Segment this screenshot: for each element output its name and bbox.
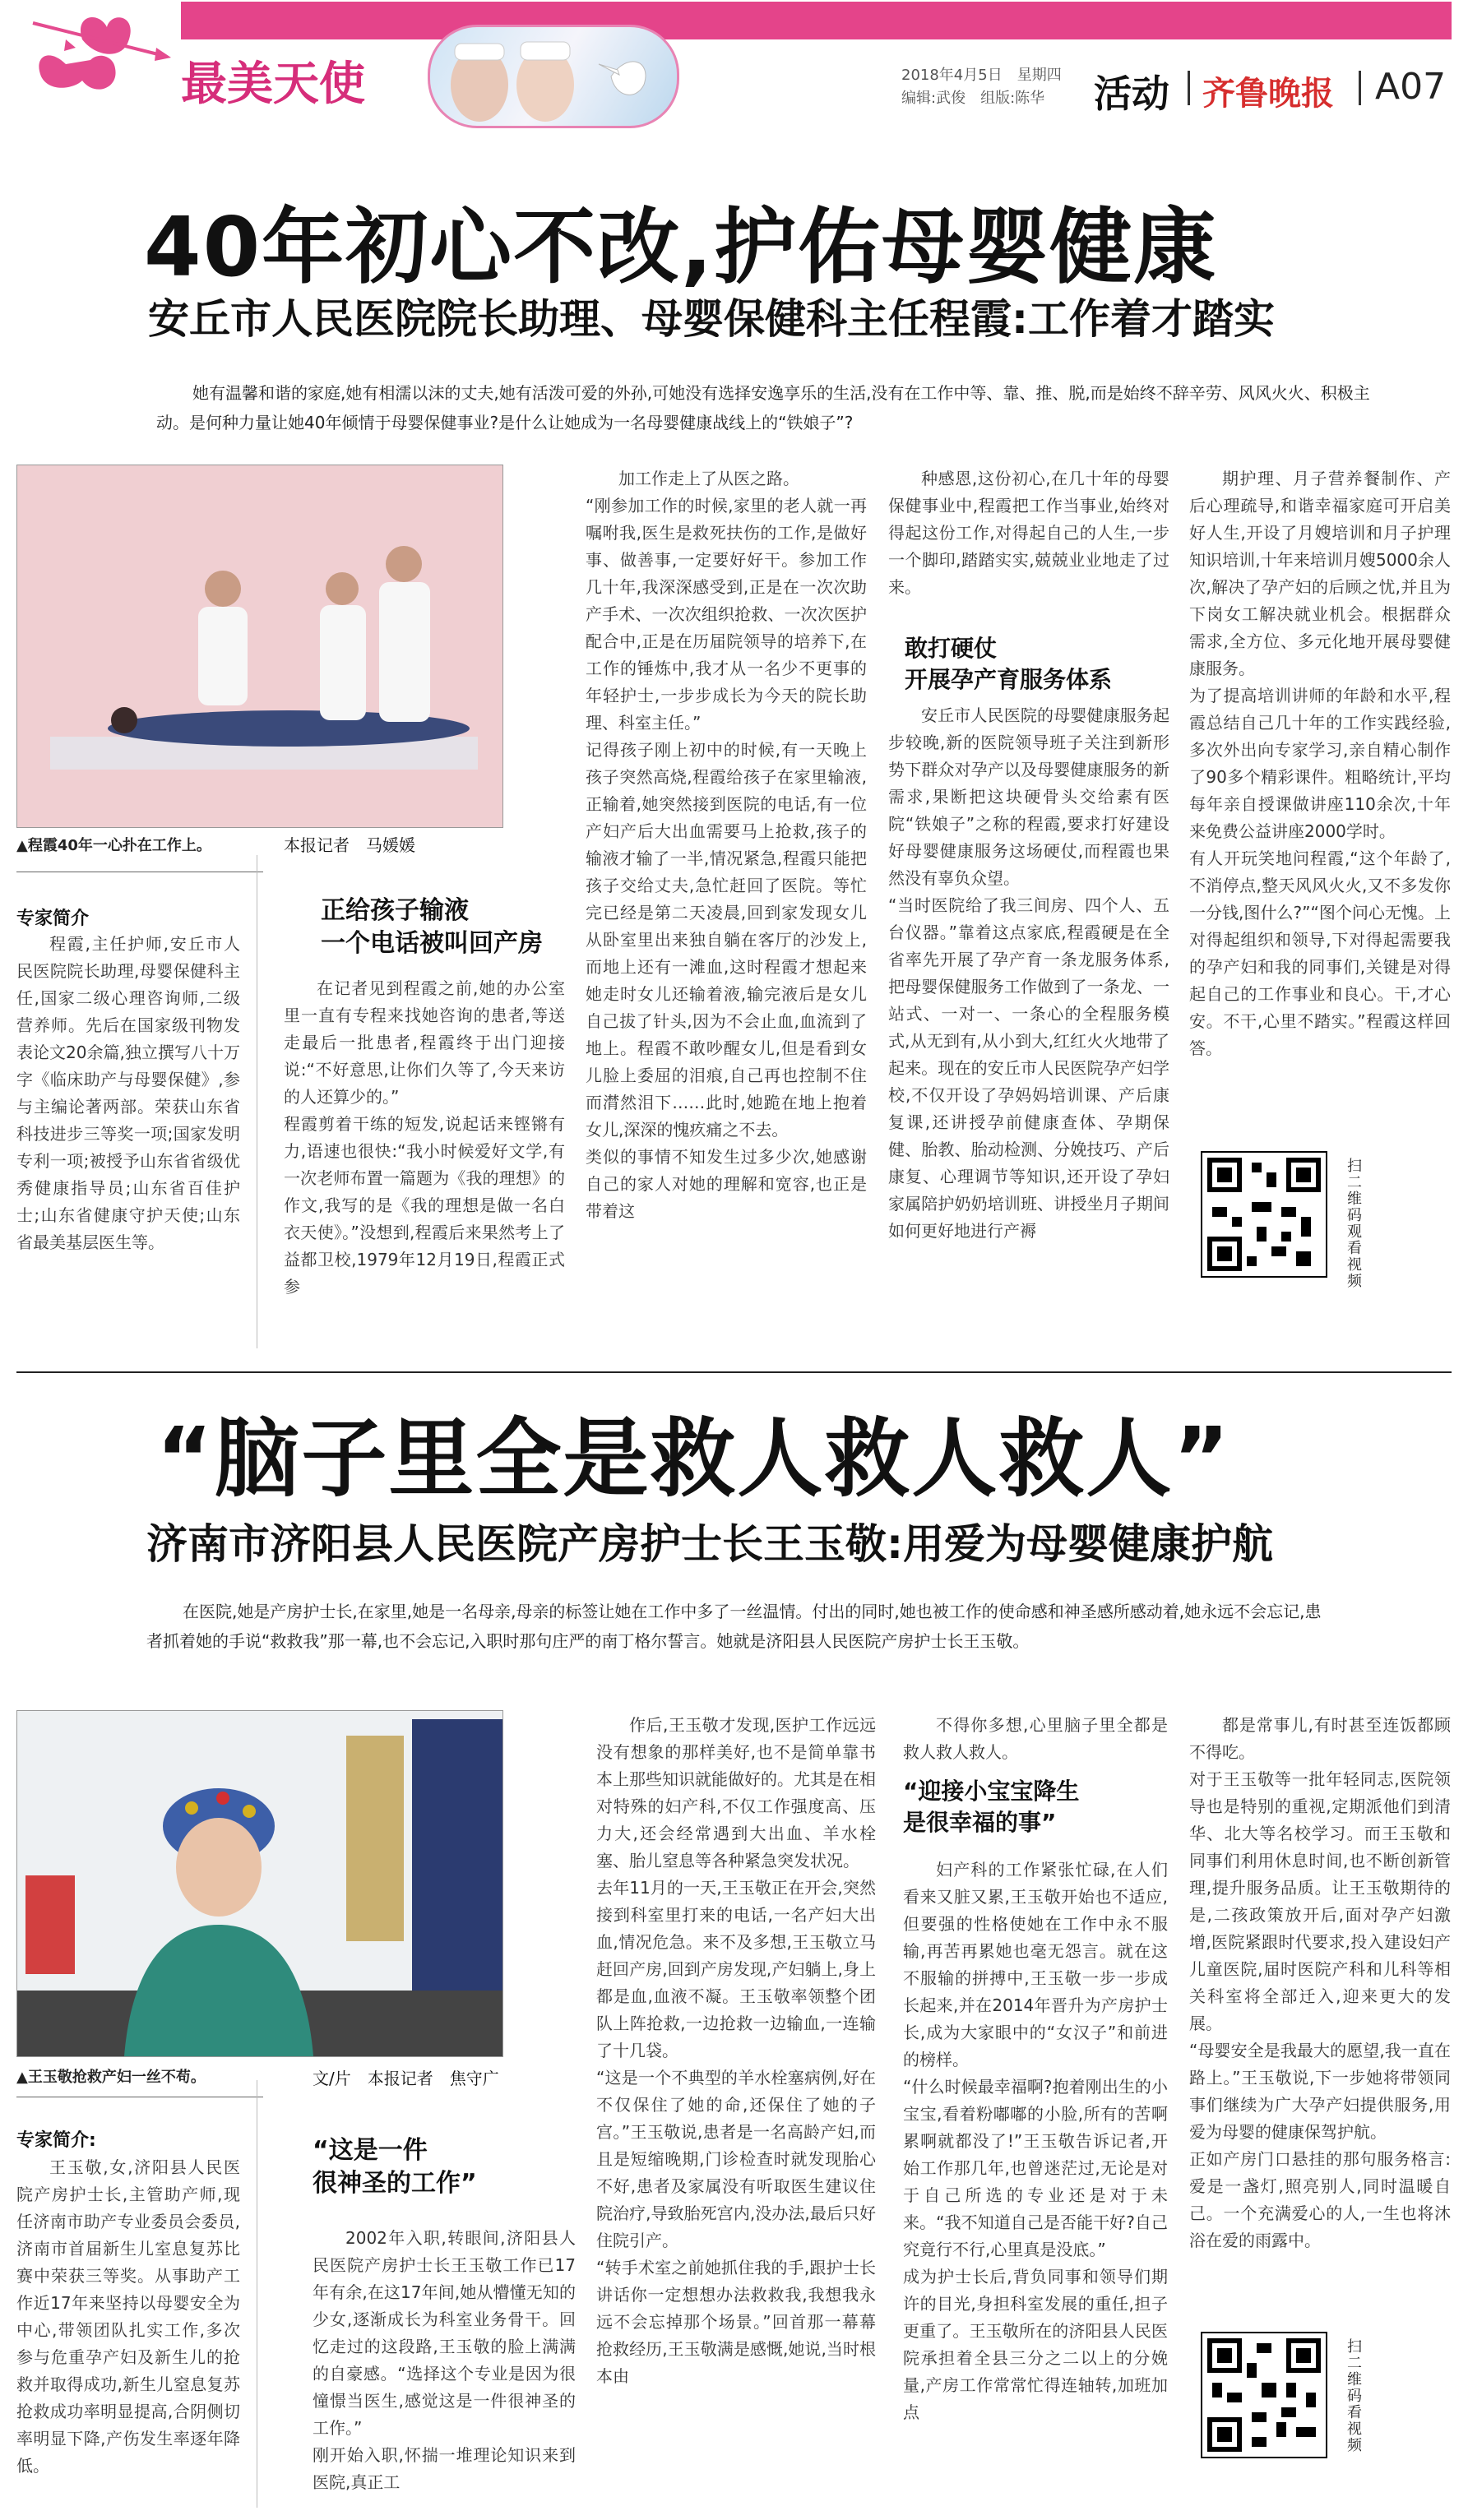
article2-title: “脑子里全是救人救人救人” — [156, 1408, 1231, 1509]
article2-col4-top: 不得你多想,心里脑子里全都是救人救人救人。 — [903, 1715, 1168, 1762]
nurses-illustration-icon — [430, 27, 677, 126]
article1-subhead-1: 正给孩子输液 一个电话被叫回产房 — [321, 896, 543, 958]
article2-qr-label: 扫二维码看视频 — [1345, 2338, 1362, 2453]
cupid-logo-icon — [16, 7, 173, 105]
article1-byline: 本报记者 马媛媛 — [284, 835, 415, 855]
article1-photo-caption: ▲程霞40年一心扑在工作上。 — [16, 837, 211, 854]
article2-photo-caption: ▲王玉敬抢救产妇一丝不苟。 — [16, 2069, 206, 2086]
article2-subtitle: 济南市济阳县人民医院产房护士长王玉敬:用爱为母婴健康护航 — [146, 1520, 1273, 1568]
section-divider — [16, 1371, 1452, 1373]
article2-subhead-2: “迎接小宝宝降生 是很幸福的事” — [903, 1778, 1080, 1836]
article2-col4: 妇产科的工作紧张忙碌,在人们看来又脏又累,王玉敬开始也不适应,但要强的性格使她在工作中永不服输,再苦再累她也毫无怨言。就在这不服输的拼搏中,王玉敬一步一步成长起来,并在2014年晋升为产房护士长,成为大家眼中的“女汉子”和前进的榜样。 “什么时候最幸福啊?抱着刚出生的小宝宝,看着粉嘟嘟的小脸,所有的苦啊累啊就都没了!”王玉敬告诉记者,开始工作那几年,也曾迷茫过,无论是对于自己所选的专业还是对于未来。“我不知道自己是否能干好?自己究竟行不行,心里真是没底。” 成为护士长后,背负同事和领导们期许的目光,身担科室发展的重任,担子更重了。王玉敬所在的济阳县人民医院承担着全县三分之二以上的分娩量,产房工作常常忙得连轴转,加班加点 — [903, 1860, 1168, 2422]
header-pink-bar — [181, 2, 1452, 39]
newspaper-name: 齐鲁晚报 — [1202, 74, 1334, 113]
article1-col3: 加工作走上了从医之路。 “刚参加工作的时候,家里的老人就一再嘱咐我,医生是救死扶伤的工作,是做好事、做善事,一定要好好干。参加工作几十年,我深深感受到,正是在一次次助产手术、一次次组织抢救、一次次医护配合中,正是在历届院领导的培养下,在工作的锤炼中,我才从一名少不更事的年轻护士,一步步成长为今天的院长助理、科室主任。” 记得孩子刚上初中的时候,有一天晚上孩子突然高烧,程霞给孩子在家里输液,正输着,她突然接到医院的电话,有一位产妇产后大出血需要马上抢救,孩子的输液才输了一半,情况紧急,程霞只能把孩子交给丈夫,急忙赶回了医院。等忙完已经是第二天凌晨,回到家发现女儿从卧室里出来独自躺在客厅的沙发上,而地上还有一滩血,这时程霞才想起来她走时女儿还输着液,输完液后是女儿自己拔了针头,因为不会止血,血流到了地上。程霞不敢吵醒女儿,但是看到女儿脸上委屈的泪痕,自己再也控制不住而潸然泪下……此时,她跪在地上抱着女儿,深深的愧疚痛之不去。 类似的事情不知发生过多少次,她感谢自己的家人对她的理解和宽容,也正是带着这 — [586, 469, 867, 1221]
qr-code-icon[interactable] — [1201, 1151, 1327, 1278]
article1-col4-top: 种感恩,这份初心,在几十年的母婴保健事业中,程霞把工作当事业,始终对得起这份工作,对得起自己的人生,一步一个脚印,踏踏实实,兢兢业业地走了过来。 — [888, 469, 1169, 597]
article2-byline: 文/片 本报记者 焦守广 — [313, 2069, 499, 2088]
article2-bio: 王玉敬,女,济阳县人民医院产房护士长,主管助产师,现任济南市助产专业委员会委员,济南市首届新生儿室息复苏比赛中荣获三等奖。从事助产工作近17年来坚持以母婴安全为中心,带领团队扎实工作,多次参与危重孕产妇及新生儿的抢救并取得成功,新生儿窒息复苏抢救成功率明显提高,合阴侧切率明显下降,产伤发生率逐年降低。 — [16, 2157, 240, 2476]
article1-bio: 程霞,主任护师,安丘市人民医院院长助理,母婴保健科主任,国家二级心理咨询师,二级营养师。先后在国家级刊物发表论文20余篇,独立撰写八十万字《临床助产与母婴保健》,参与主编论著两部。荣获山东省科技进步三等奖一项;国家发明专利一项;被授予山东省省级优秀健康指导员;山东省百佳护士;山东省健康守护天使;山东省最美基层医生等。 — [16, 934, 240, 1252]
brand-title: 最美天使 — [181, 57, 365, 111]
article2-photo — [16, 1710, 503, 2057]
article2-col2: 2002年入职,转眼间,济阳县人民医院产房护士长王玉敬工作已17年有余,在这17年间,她从懵懂无知的少女,逐渐成长为科室业务骨干。回忆走过的这段路,王玉敬的脸上满满的自豪感。“选择这个专业是因为很憧憬当医生,感觉这是一件很神圣的工作。” 刚开始入职,怀揣一堆理论知识来到医院,真正工 — [313, 2228, 576, 2492]
article2-subhead-1: “这是一件 很神圣的工作” — [313, 2136, 477, 2198]
article1-col5: 期护理、月子营养餐制作、产后心理疏导,和谐幸福家庭可开启美好人生,开设了月嫂培训和月子护理知识培训,十年来培训月嫂5000余人次,解决了孕产妇的后顾之忧,并且为下岗女工解决就业机会。根据群众需求,全方位、多元化地开展母婴健康服务。 为了提高培训讲师的年龄和水平,程霞总结自己几十年的工作实践经验,多次外出向专家学习,亲自精心制作了90多个精彩课件。粗略统计,平均每年亲自授课做讲座110余次,十年来免费公益讲座2000学时。 有人开玩笑地问程霞,“这个年龄了,不消停点,整天风风火火,又不多发你一分钱,图什么?”“图个问心无愧。上对得起组织和领导,下对得起需要我的孕产妇和我的同事们,关键是对得起自己的工作事业和良心。干,才心安。不干,心里不踏实。”程霞这样回答。 — [1189, 469, 1451, 1058]
header-separator — [1188, 71, 1190, 105]
page-number: A07 — [1375, 66, 1447, 108]
article1-photo — [16, 465, 503, 828]
date-line: 2018年4月5日 星期四 — [901, 67, 1062, 84]
article1-subhead-2: 敢打硬仗 开展孕产育服务体系 — [905, 635, 1113, 693]
editor-line: 编辑:武俊 组版:陈华 — [901, 90, 1045, 107]
article1-qr-label: 扫二维码观看视频 — [1345, 1158, 1362, 1289]
article2-col3: 作后,王玉敬才发现,医护工作远远没有想象的那样美好,也不是简单靠书本上那些知识就能做好的。尤其是在相对特殊的妇产科,不仅工作强度高、压力大,还会经常遇到大出血、羊水栓塞、胎儿窒息等各种紧急突发状况。 去年11月的一天,王玉敬正在开会,突然接到科室里打来的电话,一名产妇大出血,情况危急。来不及多想,王玉敬立马赶回产房,回到产房发现,产妇躺上,身上都是血,血液不凝。王玉敬率领整个团队上阵抢救,一边抢救一边输血,一连输了十几袋。 “这是一个不典型的羊水栓塞病例,好在不仅保住了她的命,还保住了她的子宫。”王玉敬说,患者是一名高龄产妇,而且是短缩晚期,门诊检查时就发现胎心不好,患者及家属没有听取医生建议住院治疗,导致胎死宫内,没办法,最后只好住院引产。 “转手术室之前她抓住我的手,跟护士长讲话你一定想想办法救救我,我想我永远不会忘掉那个场景。”回首那一幕幕抢救经历,王玉敬满是感慨,她说,当时根本由 — [596, 1715, 876, 2386]
article1-col2: 在记者见到程霞之前,她的办公室里一直有专程来找她咨询的患者,等送走最后一批患者,程霞终于出门迎接说:“不好意思,让你们久等了,今天来访的人还算少的。” 程霞剪着干练的短发,说起话来铿锵有力,语速也很快:“我小时候爱好文学,有一次老师布置一篇题为《我的理想》的作文,我写的是《我的理想是做一名白衣天使》。”没想到,程霞后来果然考上了益都卫校,1979年12月19日,程霞正式参 — [284, 978, 565, 1297]
section-name: 活动 — [1094, 72, 1169, 116]
header-separator — [1359, 71, 1361, 105]
article1-col4: 安丘市人民医院的母婴健康服务起步较晚,新的医院领导班子关注到新形势下群众对孕产以及母婴健康服务的新需求,果断把这块硬骨头交给素有医院“铁娘子”之称的程霞,要求打好建设好母婴健康服务这场硬仗,而程霞也果然没有辜负众望。 “当时医院给了我三间房、四个人、五台仪器。”靠着这点家底,程霞硬是在全省率先开展了孕产育一条龙服务体系,把母婴保健服务工作做到了一条龙、一站式、一对一、一条心的全程服务模式,从无到有,从小到大,红红火火地带了起来。现在的安丘市人民医院孕产妇学校,不仅开设了孕妈妈培训课、产后康复课,还讲授孕前健康查体、孕期保健、胎教、胎动检测、分娩技巧、产后康复、心理调节等知识,还开设了孕妇家属陪护奶奶培训班、讲授坐月子期间如何更好地进行产褥 — [888, 705, 1169, 1241]
article1-subtitle: 安丘市人民医院院长助理、母婴保健科主任程霞:工作着才踏实 — [148, 295, 1275, 343]
nurses-banner-image — [428, 25, 679, 128]
nurses-examining-patient-icon — [17, 465, 502, 827]
article1-title: 40年初心不改,护佑母婴健康 — [144, 199, 1218, 295]
qr-code-icon[interactable] — [1201, 2332, 1327, 2458]
article1-bio-title: 专家简介 — [16, 909, 90, 929]
article1-intro: 她有温馨和谐的家庭,她有相濡以沫的丈夫,她有活泼可爱的外孙,可她没有选择安逸享乐的生活,没有在工作中等、靠、推、脱,而是始终不辞辛劳、风风火火、积极主动。是何种力量让她40年倾情于母婴保健事业?是什么让她成为一名母婴健康战线上的“铁娘子”? — [156, 383, 1370, 432]
article2-col5: 都是常事儿,有时甚至连饭都顾不得吃。 对于王玉敬等一批年轻同志,医院领导也是特别的重视,定期派他们到清华、北大等名校学习。而王玉敬和同事们利用休息时间,也不断创新管理,提升服务品质。让王玉敬期待的是,二孩政策放开后,面对孕产妇激增,医院紧跟时代要求,投入建设妇产儿童医院,届时医院产科和儿科等相关科室将全部迁入,迎来更大的发展。 “母婴安全是我最大的愿望,我一直在路上。”王玉敬说,下一步她将带领同事们继续为广大孕产妇提供服务,用爱为母婴的健康保驾护航。 正如产房门口悬挂的那句服务格言:爱是一盏灯,照亮别人,同时温暖自己。一个充满爱心的人,一生也将沐浴在爱的雨露中。 — [1189, 1715, 1451, 2250]
article2-bio-title: 专家简介: — [16, 2130, 96, 2151]
nurse-in-scrubs-icon — [17, 1711, 502, 2056]
article2-intro: 在医院,她是产房护士长,在家里,她是一名母亲,母亲的标签让她在工作中多了一丝温情。付出的同时,她也被工作的使命感和神圣感所感动着,她永远不会忘记,患者抓着她的手说“救救我”那一幕,也不会忘记,入职时那句庄严的南丁格尔誓言。她就是济阳县人民医院产房护士长王玉敬。 — [146, 1602, 1322, 1651]
